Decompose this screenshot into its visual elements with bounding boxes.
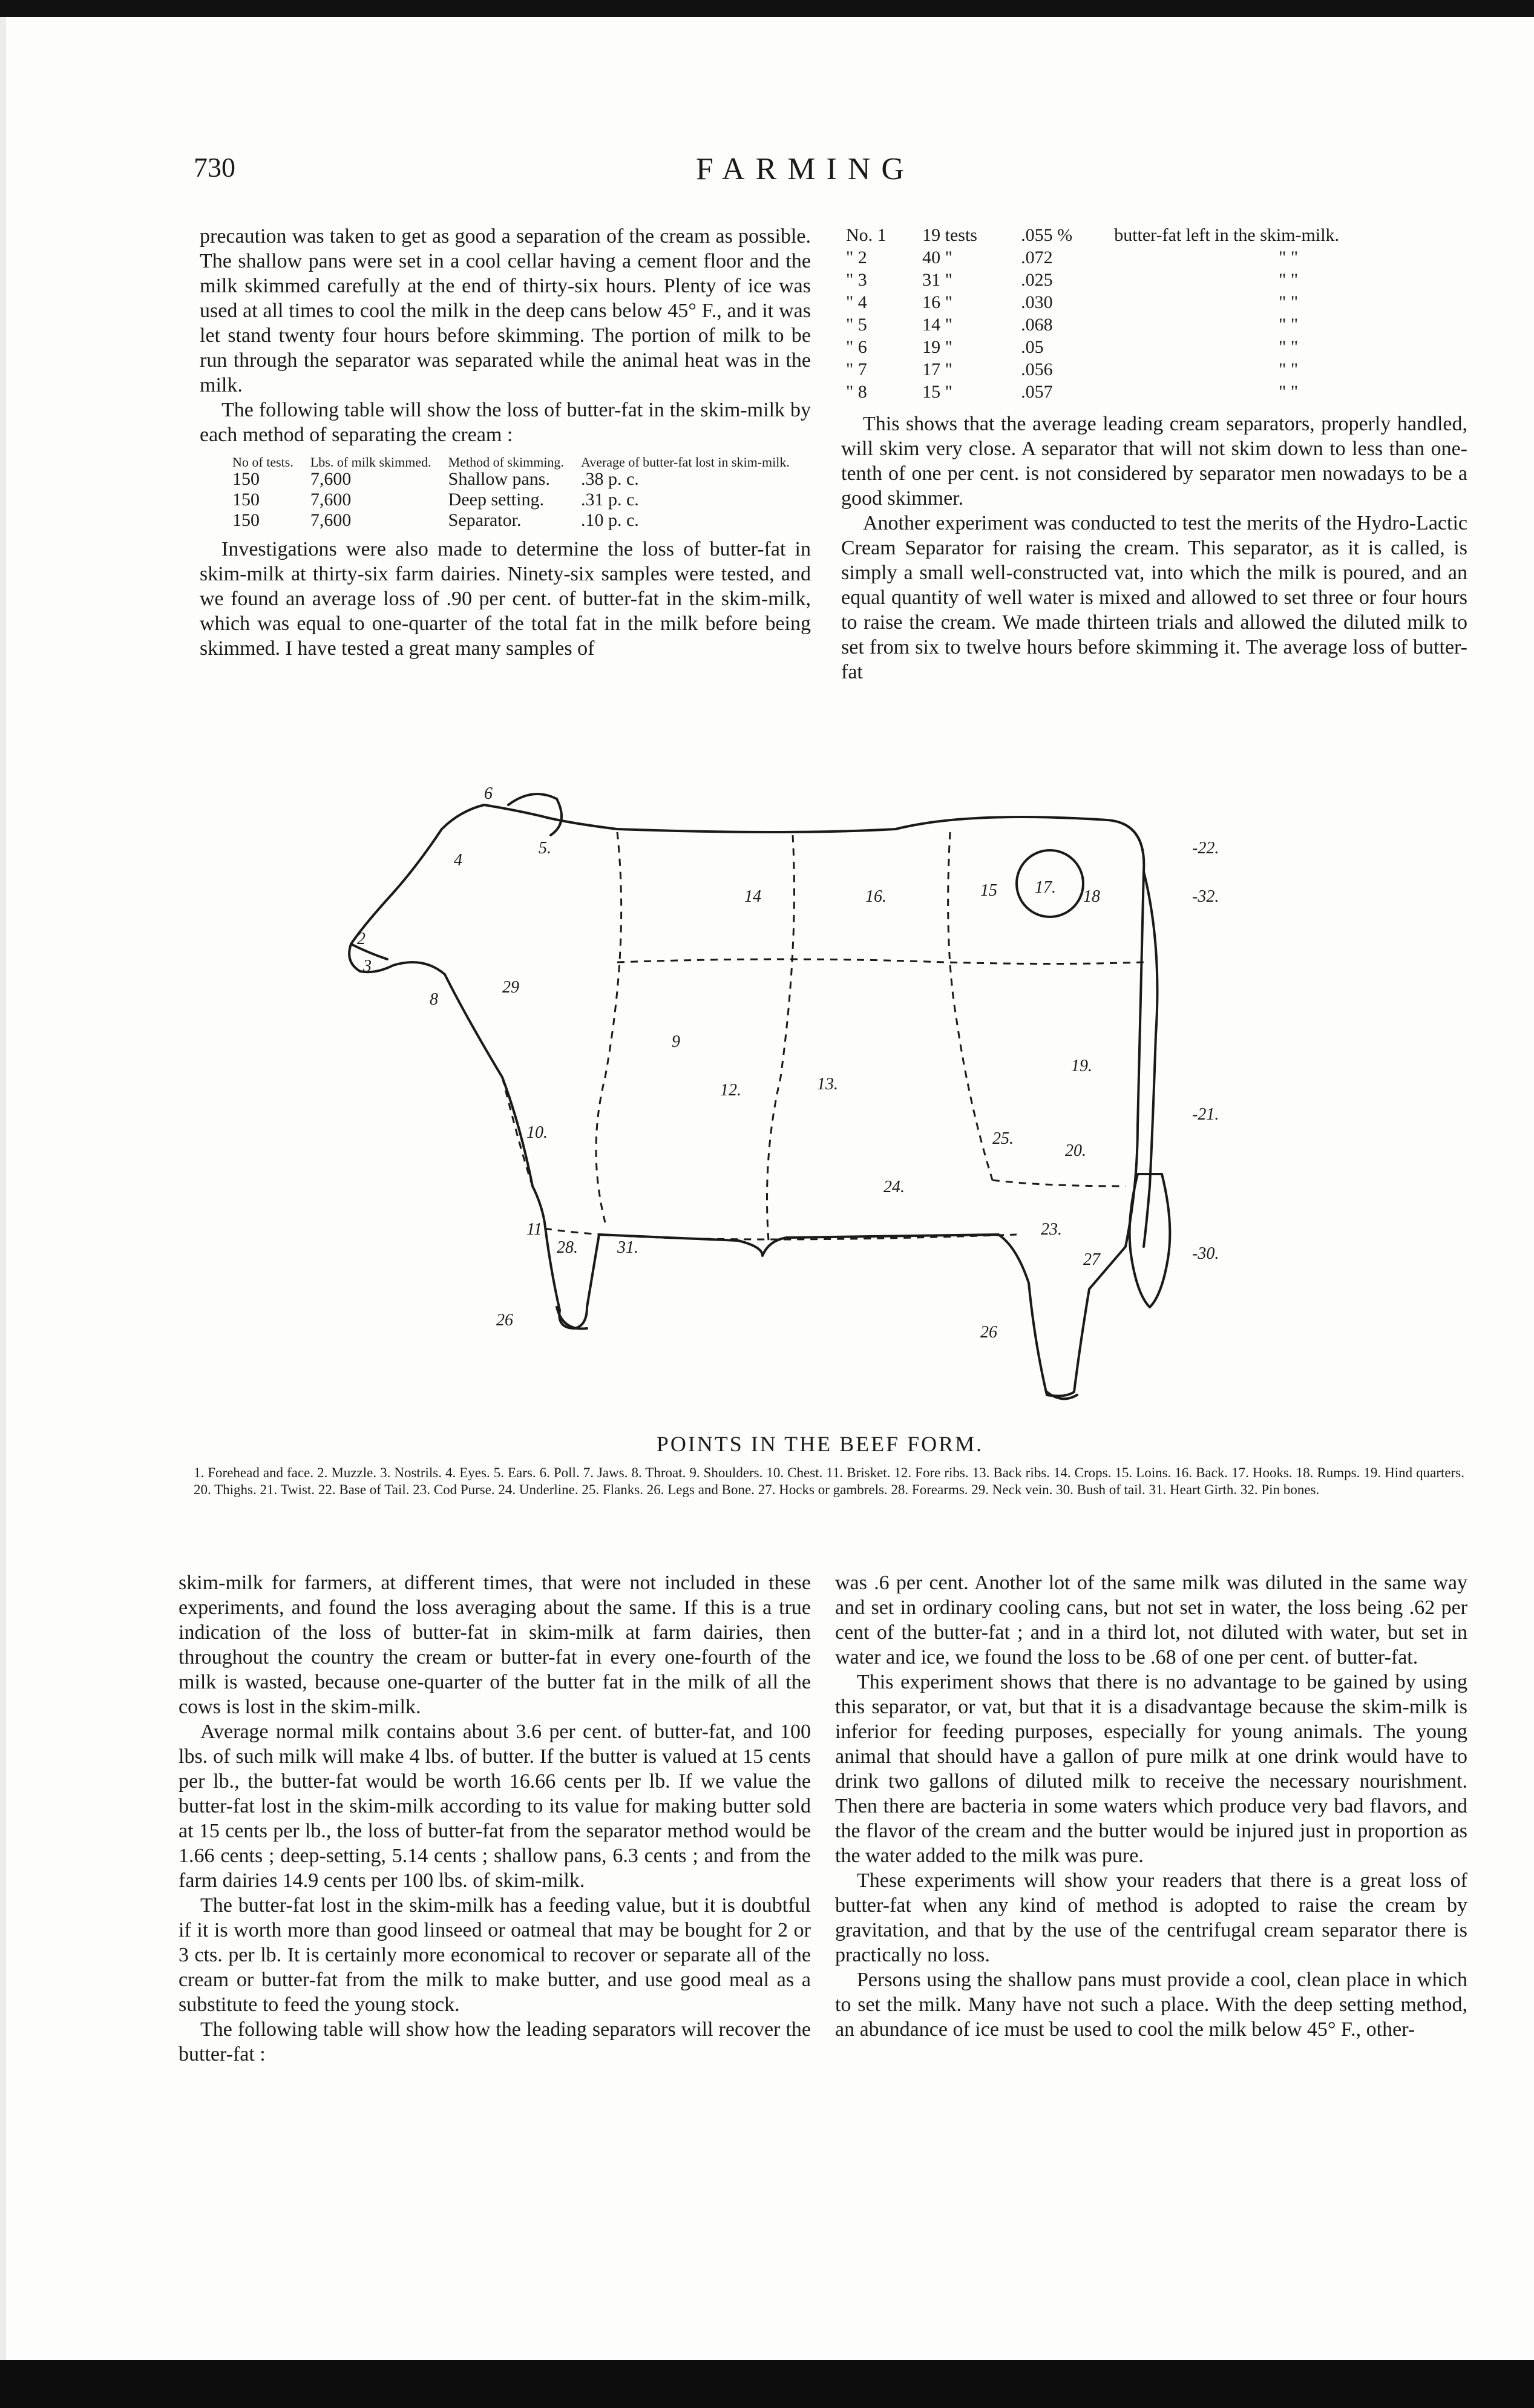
point-label: 28. [557,1238,578,1257]
table-cell: .057 [1021,382,1053,402]
paragraph: skim-milk for farmers, at different times, that were not included in these experiments, and found the loss averaging about the same. If this is a true indication of the loss of butter-fat in skim-milk at farm dairies, then throughout the country the cream or butter-fat in every one-fourth of the milk is wasted, because one-quarter of the butter fat in the milk of all the cows is lost in the skim-milk. [179,1572,811,1718]
table-row [841,336,1467,358]
region-line [767,835,795,1241]
point-label: 17. [1035,878,1056,897]
table-cell: " " [1279,382,1299,402]
table-cell: .38 p. c. [580,469,639,489]
point-label: 10. [526,1123,548,1142]
scan-border-bottom [0,2360,1534,2408]
table-cell: .31 p. c. [580,490,639,510]
table-cell: Separator. [448,510,522,530]
point-label: -21. [1192,1105,1219,1124]
point-label: 9 [672,1032,680,1051]
table-cell: .05 [1021,337,1044,357]
table-cell: " 7 [846,359,867,379]
table-cell: .056 [1021,359,1053,379]
table-row [841,291,1467,313]
paragraph: This experiment shows that there is no advantage to be gained by using this separator, or vat, but that it is a disadvantage because the skim-milk is inferior for feeding purposes, especially for young animals. The young animal that should have a gallon of pure milk at one drink would have to drink two gallons of diluted milk to receive the necessary nourishment. Then there are bacteria in some waters which produce very bad flavors, and the flavor of the cream and the butter would be injured just in proportion as the water added to the milk was pure. [835,1671,1467,1867]
paragraph: The following table will show how the leading separators will recover the butter-fat : [179,2018,811,2065]
separator-results-table [841,224,1467,403]
table-cell: 19 tests [922,225,977,245]
table-cell: .10 p. c. [580,510,639,530]
table-cell: " 5 [846,315,867,335]
table-cell: " " [1279,359,1299,379]
table-cell: .055 % [1021,225,1073,245]
paragraph: was .6 per cent. Another lot of the same milk was diluted in the same way and set in ordinary cooling cans, but not set in water, the loss being .62 per cent of the butter-fat ; and in a third lot, not diluted with water, but set in water and ice, we found the loss to be .68 of one per cent. of butter-fat. [835,1572,1467,1668]
point-label: 24. [883,1178,905,1196]
table-header: Lbs. of milk skimmed. [310,454,431,470]
table-cell: " 6 [846,337,867,357]
tail-line [1144,871,1158,1247]
table-cell: " " [1279,248,1299,267]
page-number: 730 [194,152,235,183]
point-label: 13. [817,1075,838,1094]
point-label: 11 [526,1220,542,1239]
point-label: -32. [1192,887,1219,906]
table-cell: 19 " [922,337,952,357]
table-cell: 31 " [922,270,952,290]
point-label: 26 [496,1311,513,1330]
point-label: 18 [1083,887,1100,906]
table-cell: Shallow pans. [448,469,550,489]
table-cell: butter-fat left in the skim-milk. [1114,225,1340,245]
point-label: 2 [357,930,365,948]
table-cell: 150 [232,510,260,530]
table-cell: 7,600 [310,510,352,530]
point-label: 19. [1071,1057,1092,1075]
table-cell: " 8 [846,382,867,402]
paragraph: Investigations were also made to determine the loss of butter-fat in skim-milk at thirty-six farm dairies. Ninety-six samples were tested, and we found an average loss of .90 per cent. of butter-fat in the skim-milk, which was equal to one-quarter of the total fat in the milk before being skimmed. I have tested a great many samples of [200,538,811,660]
table-cell: " " [1279,270,1299,290]
right-column-top [841,224,1467,684]
region-line [992,1180,1126,1186]
paragraph: The following table will show the loss of butter-fat in the skim-milk by each method of separating the cream : [200,399,811,446]
right-column-bottom [835,1570,1467,2042]
point-label: 8 [430,990,438,1009]
scan-border-left [0,17,6,2360]
table-row [841,313,1467,336]
paragraph: This shows that the average leading cream separators, properly handled, will skim very close. A separator that will not skim down to less than one-tenth of one per cent. is not considered by separator men nowadays to be a good skimmer. [841,413,1467,510]
left-column-bottom [179,1570,811,2067]
region-line [617,959,1144,964]
left-column-top [200,224,811,661]
paragraph: The butter-fat lost in the skim-milk has a feeding value, but it is doubtful if it is worth more than good linseed or oatmeal that may be bought for 2 or 3 cts. per lb. It is certainly more economical to recover or separate all of the cream or butter-fat from the milk to make butter, and use good meal as a substitute to feed the young stock. [179,1894,811,2016]
table-row [841,358,1467,381]
table-cell: " 4 [846,292,867,312]
table-cell: .030 [1021,292,1053,312]
table-cell: .025 [1021,270,1053,290]
table-header: No of tests. [232,454,293,470]
table-cell: Deep setting. [448,490,544,510]
table-cell: 17 " [922,359,952,379]
table-cell: 150 [232,490,260,510]
paragraph: precaution was taken to get as good a separation of the cream as possible. The shallow pans were set in a cool cellar having a cement floor and the milk skimmed carefully at the end of thirty-six hours. Plenty of ice was used at all times to cool the milk in the deep cans below 45° F., and it was let stand twenty four hours before skimming. The portion of milk to be run through the separator was separated while the animal heat was in the milk. [200,225,811,396]
table-row [841,224,1467,246]
point-label: -30. [1192,1244,1219,1263]
paragraph: These experiments will show your readers that there is a great loss of butter-fat when any kind of method is adopted to raise the cream by gravitation, and that by the use of the centrifugal cream separator there is practically no loss. [835,1869,1467,1966]
table-row [841,381,1467,403]
table-cell: .068 [1021,315,1053,335]
table-row [841,246,1467,269]
table-cell: No. 1 [846,225,887,245]
point-label: 15 [980,881,997,900]
point-label: 31. [617,1238,638,1257]
table-cell: " " [1279,292,1299,312]
point-label: 16. [865,887,887,906]
table-cell: 40 " [922,248,952,267]
figure-title: POINTS IN THE BEEF FORM. [656,1432,984,1456]
point-label: 3 [363,957,372,976]
table-header: Average of butter-fat lost in skim-milk. [580,454,790,470]
point-label: 14 [744,887,761,906]
point-label: 12. [720,1081,741,1100]
table-cell: " " [1279,315,1299,335]
butter-fat-loss-table [224,456,798,531]
table-row [841,269,1467,291]
table-cell: " " [1279,337,1299,357]
table-cell: 15 " [922,382,952,402]
table-cell: " 2 [846,248,867,267]
table-cell: 7,600 [310,490,352,510]
point-label: 29 [502,978,519,997]
point-label: 6 [484,784,493,803]
point-label: 5. [539,839,551,858]
page-header [194,151,1464,206]
scan-border-top [0,0,1534,17]
beef-form-diagram [303,763,1392,1428]
paragraph: Another experiment was conducted to test the merits of the Hydro-Lactic Cream Separator for raising the cream. This separator, as it is called, is simply a small well-constructed vat, into which the milk is poured, and an equal quantity of well water is mixed and allowed to set three or four hours to raise the cream. We made thirteen trials and allowed the diluted milk to set from six to twelve hours before skimming it. The average loss of butter-fat [841,512,1467,683]
point-label: 25. [992,1129,1014,1148]
paragraph: Average normal milk contains about 3.6 per cent. of butter-fat, and 100 lbs. of such milk will make 4 lbs. of butter. If the butter is valued at 15 cents per lb., the butter-fat would be worth 16.66 cents per lb. If we value the butter-fat lost in the skim-milk according to its value for making butter sold at 15 cents per lb., the loss of butter-fat from the separator method would be 1.66 cents ; deep-setting, 5.14 cents ; shallow pans, 6.3 cents ; and from the farm dairies 14.9 cents per 100 lbs. of skim-milk. [179,1721,811,1892]
table-row [224,490,798,510]
beef-form-illustration [303,763,1392,1428]
figure-legend: 1. Forehead and face. 2. Muzzle. 3. Nostrils. 4. Eyes. 5. Ears. 6. Poll. 7. Jaws. 8. Throat. 9. Shoulders. 10. Chest. 11. Brisket. 12. Fore ribs. 13. Back ribs. 14. Crops. 15. Loins. 16. Back. 17. Hooks. 18. Rumps. 19. Hind quarters. 20. Thighs. 21. Twist. 22. Base of Tail. 23. Cod Purse. 24. Underline. 25. Flanks. 26. Legs and Bone. 27. Hocks or gambrels. 28. Forearms. 29. Neck vein. 30. Bush of tail. 31. Heart Girth. 32. Pin bones. [194,1465,1464,1497]
table-header: Method of skimming. [448,454,564,470]
table-row [224,510,798,531]
table-cell: 7,600 [310,469,352,489]
table-cell: .072 [1021,248,1053,267]
running-title: FARMING [696,152,915,186]
table-cell: 14 " [922,315,952,335]
point-label: 4 [454,851,462,870]
region-line [596,832,621,1222]
table-cell: " 3 [846,270,867,290]
paragraph: Persons using the shallow pans must provide a cool, clean place in which to set the milk. Many have not such a place. With the deep setting method, an abundance of ice must be used to cool the milk below 45° F., other- [835,1969,1467,2041]
point-label: 23. [1041,1220,1062,1239]
point-label: 26 [980,1323,997,1342]
table-cell: 16 " [922,292,952,312]
point-label: 20. [1065,1141,1086,1160]
table-cell: 150 [232,469,260,489]
point-label: -22. [1192,839,1219,858]
point-label: 27 [1083,1250,1100,1269]
table-row [224,469,798,490]
